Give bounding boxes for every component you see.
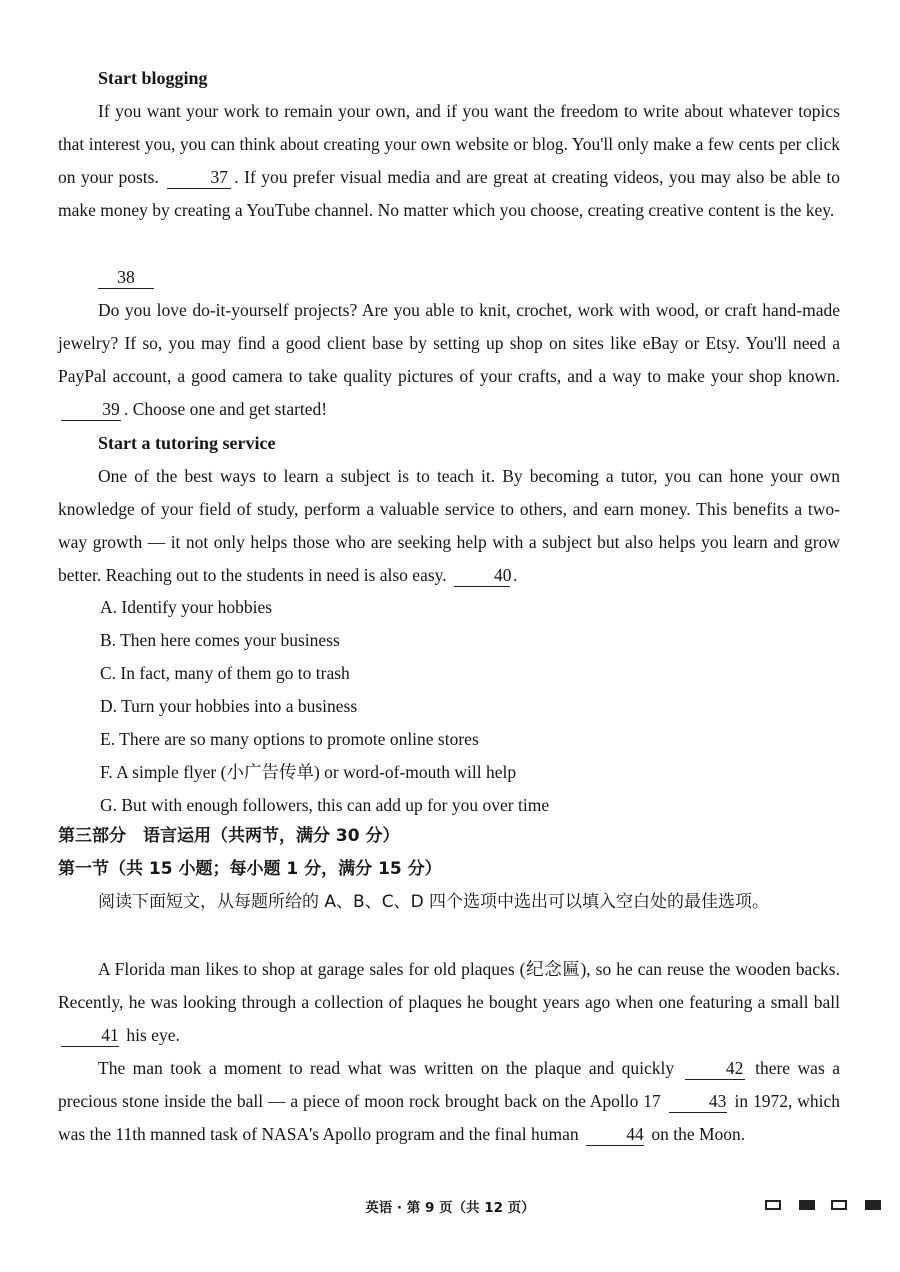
- scan-mark-hollow: [831, 1200, 847, 1210]
- answer-blank-37[interactable]: 37: [167, 166, 231, 189]
- page-footer: 英语 · 第 9 页（共 12 页）: [365, 1200, 535, 1216]
- option-b: B. Then here comes your business: [100, 630, 340, 650]
- answer-blank-44[interactable]: 44: [586, 1123, 644, 1146]
- answer-blank-41[interactable]: 41: [61, 1024, 119, 1047]
- options-list: [58, 591, 840, 822]
- text: . If you prefer visual media and are great at creating videos, you may also be able to make money by creating a YouTube channel. No matter which you choose, creating creative content is the key.: [58, 167, 841, 220]
- text: The man took a moment to read what was written on the plaque and quickly: [98, 1058, 675, 1078]
- text: on the Moon.: [651, 1124, 746, 1144]
- option-c: C. In fact, many of them go to trash: [100, 663, 350, 683]
- scan-mark-hollow: [765, 1200, 781, 1210]
- section-start-blogging: [58, 62, 840, 227]
- answer-blank-42[interactable]: 42: [685, 1057, 745, 1080]
- text: If you want your work to remain your own, and if you want the freedom to write about whatever topics that interest you, you can think about creating your own website or blog. You'll only make a few cents per click on your posts.: [58, 101, 840, 187]
- scan-mark-solid: [865, 1200, 881, 1210]
- option-f: F. A simple flyer (小广告传单) or word-of-mouth will help: [100, 762, 517, 782]
- heading-start-blogging: Start blogging: [98, 68, 208, 88]
- option-e: E. There are so many options to promote online stores: [100, 729, 479, 749]
- section-tutoring: [58, 427, 840, 592]
- scan-mark-solid: [799, 1200, 815, 1210]
- option-d: D. Turn your hobbies into a business: [100, 696, 358, 716]
- part3-instruction: 阅读下面短文，从每题所给的 A、B、C、D 四个选项中选出可以填入空白处的最佳选项。: [98, 892, 770, 912]
- paragraph-diy: [58, 294, 840, 426]
- text: .: [513, 565, 518, 585]
- paragraph-blogging: [58, 95, 840, 227]
- cloze-passage: [58, 953, 840, 1151]
- answer-blank-40[interactable]: 40: [454, 564, 510, 587]
- text: Do you love do-it-yourself projects? Are you able to knit, crochet, work with wood, or craft hand-made jewelry? If so, you may find a good client base by setting up shop on sites like eBay or Etsy. You'll need a PayPal account, a good camera to take quality pictures of your crafts, and a way to make your shop known.: [58, 300, 840, 386]
- text: there was a precious stone inside the ball — a piece of moon rock brought back on the Apollo 17: [58, 1058, 840, 1111]
- heading-tutoring: Start a tutoring service: [98, 433, 276, 453]
- paragraph-tutoring: [58, 460, 840, 592]
- answer-blank-38[interactable]: 38: [98, 266, 154, 289]
- part3-title: 第三部分 语言运用（共两节，满分 30 分）: [58, 826, 400, 846]
- answer-blank-43[interactable]: 43: [669, 1090, 727, 1113]
- text: One of the best ways to learn a subject is to teach it. By becoming a tutor, you can hone your own knowledge of your field of study, perform a valuable service to others, and earn money. This benefits a two-way growth — it not only helps those who are seeking help with a subject but also helps you learn and grow better. Reaching out to the students in need is also easy.: [58, 466, 840, 585]
- answer-blank-39[interactable]: 39: [61, 398, 121, 421]
- option-a: A. Identify your hobbies: [100, 597, 273, 617]
- text: A Florida man likes to shop at garage sales for old plaques (纪念匾), so he can reuse the wooden backs. Recently, he was looking through a collection of plaques he bought years ago when one featuring a small ball: [58, 959, 840, 1012]
- passage-paragraph-1: [58, 953, 840, 1052]
- part3-header: [58, 820, 840, 919]
- text: his eye.: [126, 1025, 180, 1045]
- text: in 1972, which was the 11th manned task of NASA's Apollo program and the final human: [58, 1091, 841, 1144]
- heading-blank-row: [98, 261, 840, 294]
- passage-paragraph-2: [58, 1052, 840, 1151]
- section-38: [58, 261, 840, 426]
- text: . Choose one and get started!: [124, 399, 328, 419]
- option-g: G. But with enough followers, this can add up for you over time: [100, 795, 550, 815]
- part3-section1: 第一节（共 15 小题；每小题 1 分，满分 15 分）: [58, 859, 442, 879]
